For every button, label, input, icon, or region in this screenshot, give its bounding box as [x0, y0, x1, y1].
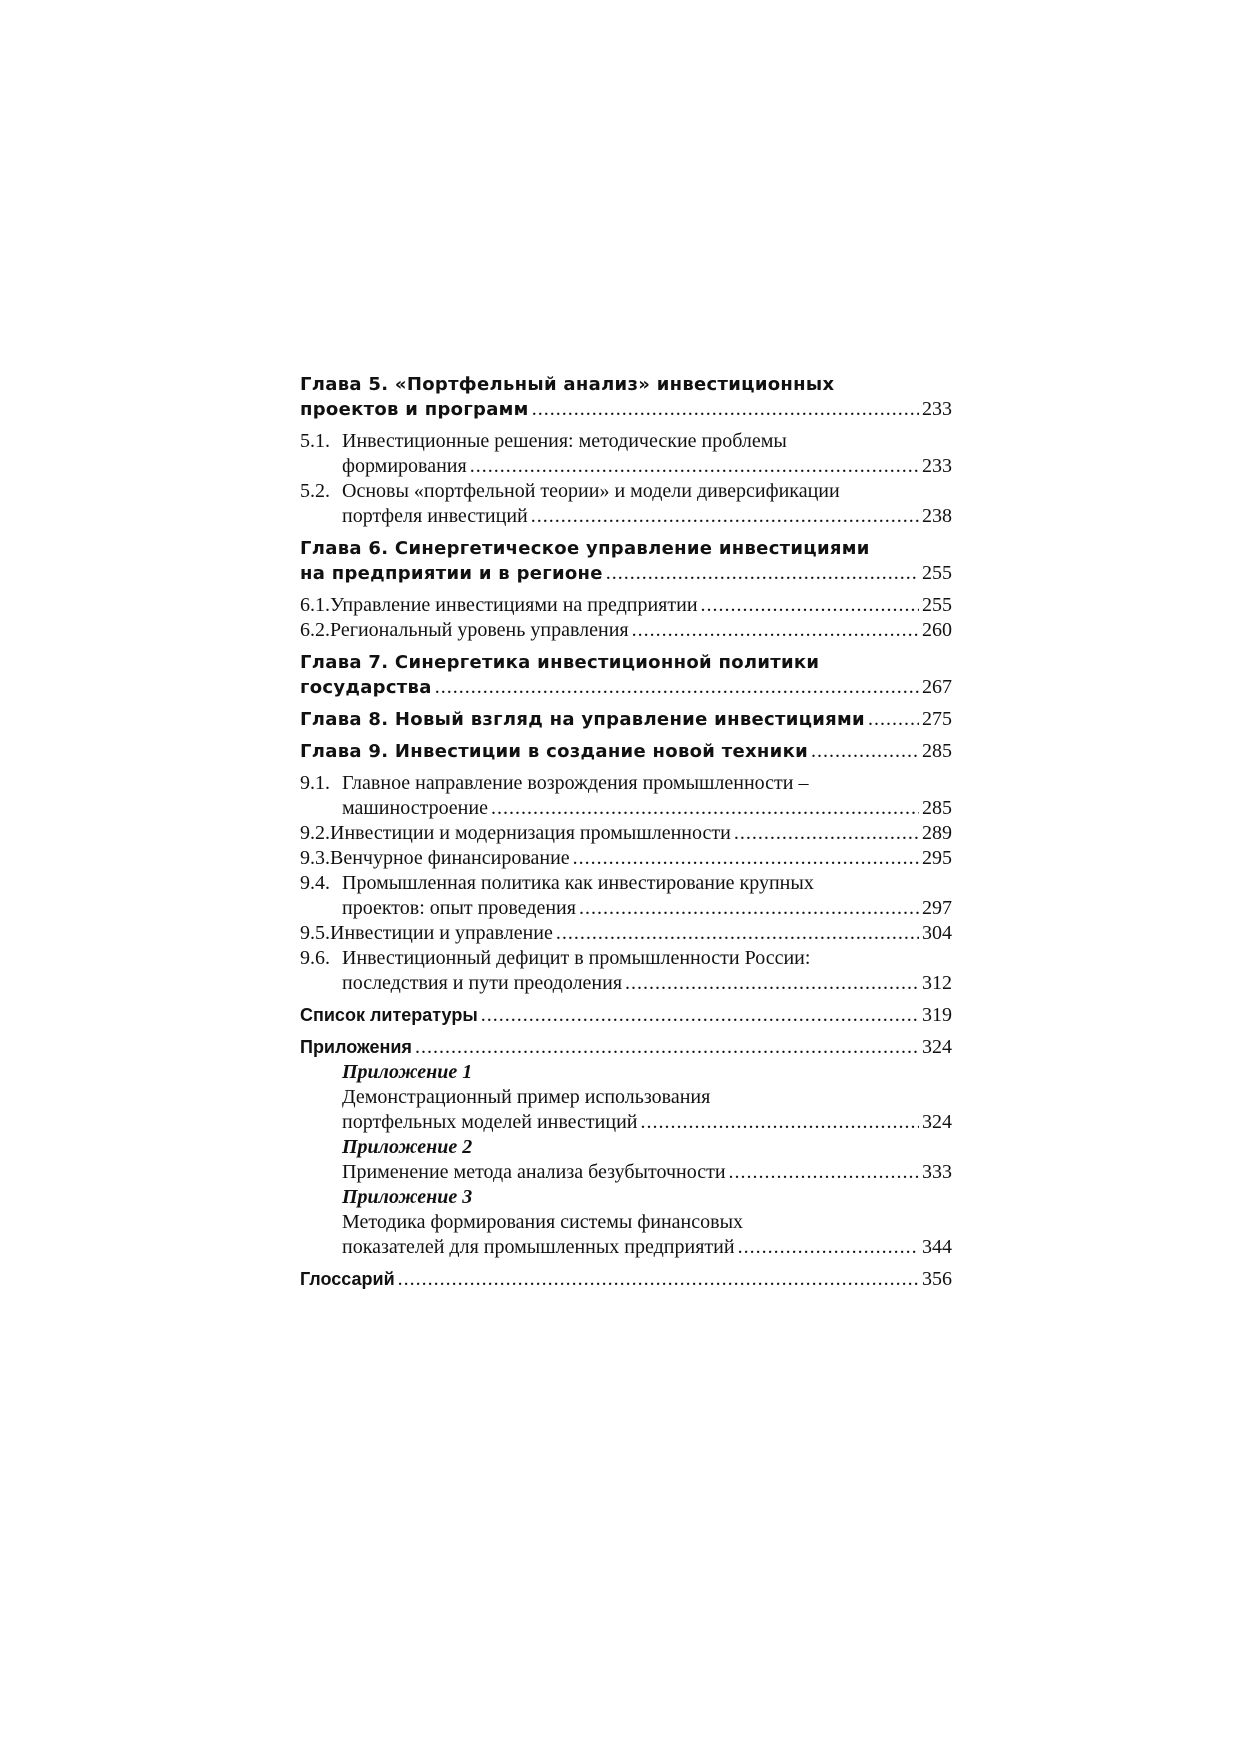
dot-leader [398, 1267, 919, 1292]
section-title-line: последствия и пути преодоления [342, 972, 623, 994]
toc-appendix-3 [300, 1185, 952, 1260]
toc-section-9-1 [300, 771, 952, 821]
section-number: 9.2. [300, 822, 330, 844]
chapter-title-line: проектов и программ [300, 399, 529, 420]
chapter-title-line: государства [300, 677, 432, 698]
dot-leader [641, 1110, 920, 1135]
page-number: 275 [922, 708, 952, 730]
chapter-title-line: на предприятии и в регионе [300, 563, 603, 584]
page-number: 267 [922, 676, 952, 698]
section-title-line: Основы «портфельной теории» и модели диверсификации [342, 480, 840, 502]
toc-chapter-5 [300, 372, 952, 422]
toc-chapter-8 [300, 707, 952, 732]
toc-section-9-2 [300, 821, 952, 846]
appendices-title: Приложения [300, 1037, 412, 1057]
dot-leader [606, 561, 919, 586]
dot-leader [625, 971, 919, 996]
glossary-title: Глоссарий [300, 1269, 395, 1289]
toc-section-9-5 [300, 921, 952, 946]
section-number: 6.1. [300, 594, 330, 616]
toc-glossary [300, 1267, 952, 1292]
section-title: Управление инвестициями на предприятии [330, 594, 698, 616]
chapter-title-line: Глава 7. Синергетика инвестиционной политики [300, 652, 820, 673]
dot-leader [729, 1160, 919, 1185]
appendix-label: Приложение 1 [342, 1061, 473, 1083]
toc-chapter-7 [300, 650, 952, 700]
page-number: 260 [922, 619, 952, 641]
section-number: 5.1. [300, 430, 330, 452]
section-title-line: Инвестиционные решения: методические проблемы [342, 430, 787, 452]
appendix-label: Приложение 3 [342, 1186, 473, 1208]
toc-section-9-3 [300, 846, 952, 871]
dot-leader [734, 821, 919, 846]
dot-leader [415, 1035, 919, 1060]
page-number: 324 [922, 1036, 952, 1058]
section-title: Инвестиции и модернизация промышленности [330, 822, 731, 844]
chapter-title-line: Глава 5. «Портфельный анализ» инвестиционных [300, 374, 835, 395]
page-number: 285 [922, 797, 952, 819]
section-number: 6.2. [300, 619, 330, 641]
toc-section-6-1 [300, 593, 952, 618]
page-number: 333 [922, 1161, 952, 1183]
section-number: 5.2. [300, 480, 330, 502]
page-number: 344 [922, 1236, 952, 1258]
section-title-line: Инвестиционный дефицит в промышленности России: [342, 947, 811, 969]
dot-leader [531, 504, 919, 529]
appendix-title-line: показателей для промышленных предприятий [342, 1236, 735, 1258]
section-number: 9.6. [300, 947, 330, 969]
section-number: 9.3. [300, 847, 330, 869]
dot-leader [573, 846, 919, 871]
page-number: 319 [922, 1004, 952, 1026]
toc-appendix-2 [300, 1135, 952, 1185]
dot-leader [579, 896, 919, 921]
appendix-title-line: Демонстрационный пример использования [342, 1086, 711, 1108]
page-number: 304 [922, 922, 952, 944]
toc-chapter-6 [300, 536, 952, 586]
dot-leader [435, 675, 919, 700]
toc-appendices [300, 1035, 952, 1060]
dot-leader [701, 593, 919, 618]
section-number: 9.5. [300, 922, 330, 944]
dot-leader [481, 1003, 919, 1028]
chapter-title: Глава 8. Новый взгляд на управление инвестициями [300, 709, 865, 730]
chapter-title: Глава 9. Инвестиции в создание новой техники [300, 741, 809, 762]
appendix-title: Применение метода анализа безубыточности [342, 1161, 726, 1183]
dot-leader [532, 397, 919, 422]
section-title-line: Промышленная политика как инвестирование крупных [342, 872, 814, 894]
page-number: 289 [922, 822, 952, 844]
section-title-line: портфеля инвестиций [342, 505, 528, 527]
page-number: 285 [922, 740, 952, 762]
toc-section-5-2 [300, 479, 952, 529]
dot-leader [632, 618, 919, 643]
section-title-line: машиностроение [342, 797, 488, 819]
section-title: Венчурное финансирование [330, 847, 570, 869]
chapter-title-line: Глава 6. Синергетическое управление инвестициями [300, 538, 870, 559]
dot-leader [868, 707, 919, 732]
page-number: 312 [922, 972, 952, 994]
page-number: 255 [922, 594, 952, 616]
toc-section-6-2 [300, 618, 952, 643]
literature-title: Список литературы [300, 1005, 478, 1025]
page-number: 255 [922, 562, 952, 584]
page-number: 233 [922, 455, 952, 477]
toc-section-9-6 [300, 946, 952, 996]
toc-literature [300, 1003, 952, 1028]
toc-appendix-1 [300, 1060, 952, 1135]
page-number: 356 [922, 1268, 952, 1290]
section-title: Инвестиции и управление [330, 922, 553, 944]
appendix-title-line: портфельных моделей инвестиций [342, 1111, 638, 1133]
section-title-line: проектов: опыт проведения [342, 897, 576, 919]
appendix-title-line: Методика формирования системы финансовых [342, 1211, 744, 1233]
section-number: 9.4. [300, 872, 330, 894]
dot-leader [738, 1235, 919, 1260]
section-title: Региональный уровень управления [330, 619, 629, 641]
dot-leader [491, 796, 919, 821]
appendix-label: Приложение 2 [342, 1136, 473, 1158]
dot-leader [470, 454, 919, 479]
page-number: 295 [922, 847, 952, 869]
dot-leader [556, 921, 919, 946]
section-number: 9.1. [300, 772, 330, 794]
toc-section-9-4 [300, 871, 952, 921]
dot-leader [811, 739, 919, 764]
toc-chapter-9 [300, 739, 952, 764]
page-number: 324 [922, 1111, 952, 1133]
page-number: 238 [922, 505, 952, 527]
page-number: 297 [922, 897, 952, 919]
section-title-line: формирования [342, 455, 467, 477]
table-of-contents [300, 372, 952, 1292]
page-number: 233 [922, 398, 952, 420]
section-title-line: Главное направление возрождения промышленности – [342, 772, 809, 794]
toc-section-5-1 [300, 429, 952, 479]
